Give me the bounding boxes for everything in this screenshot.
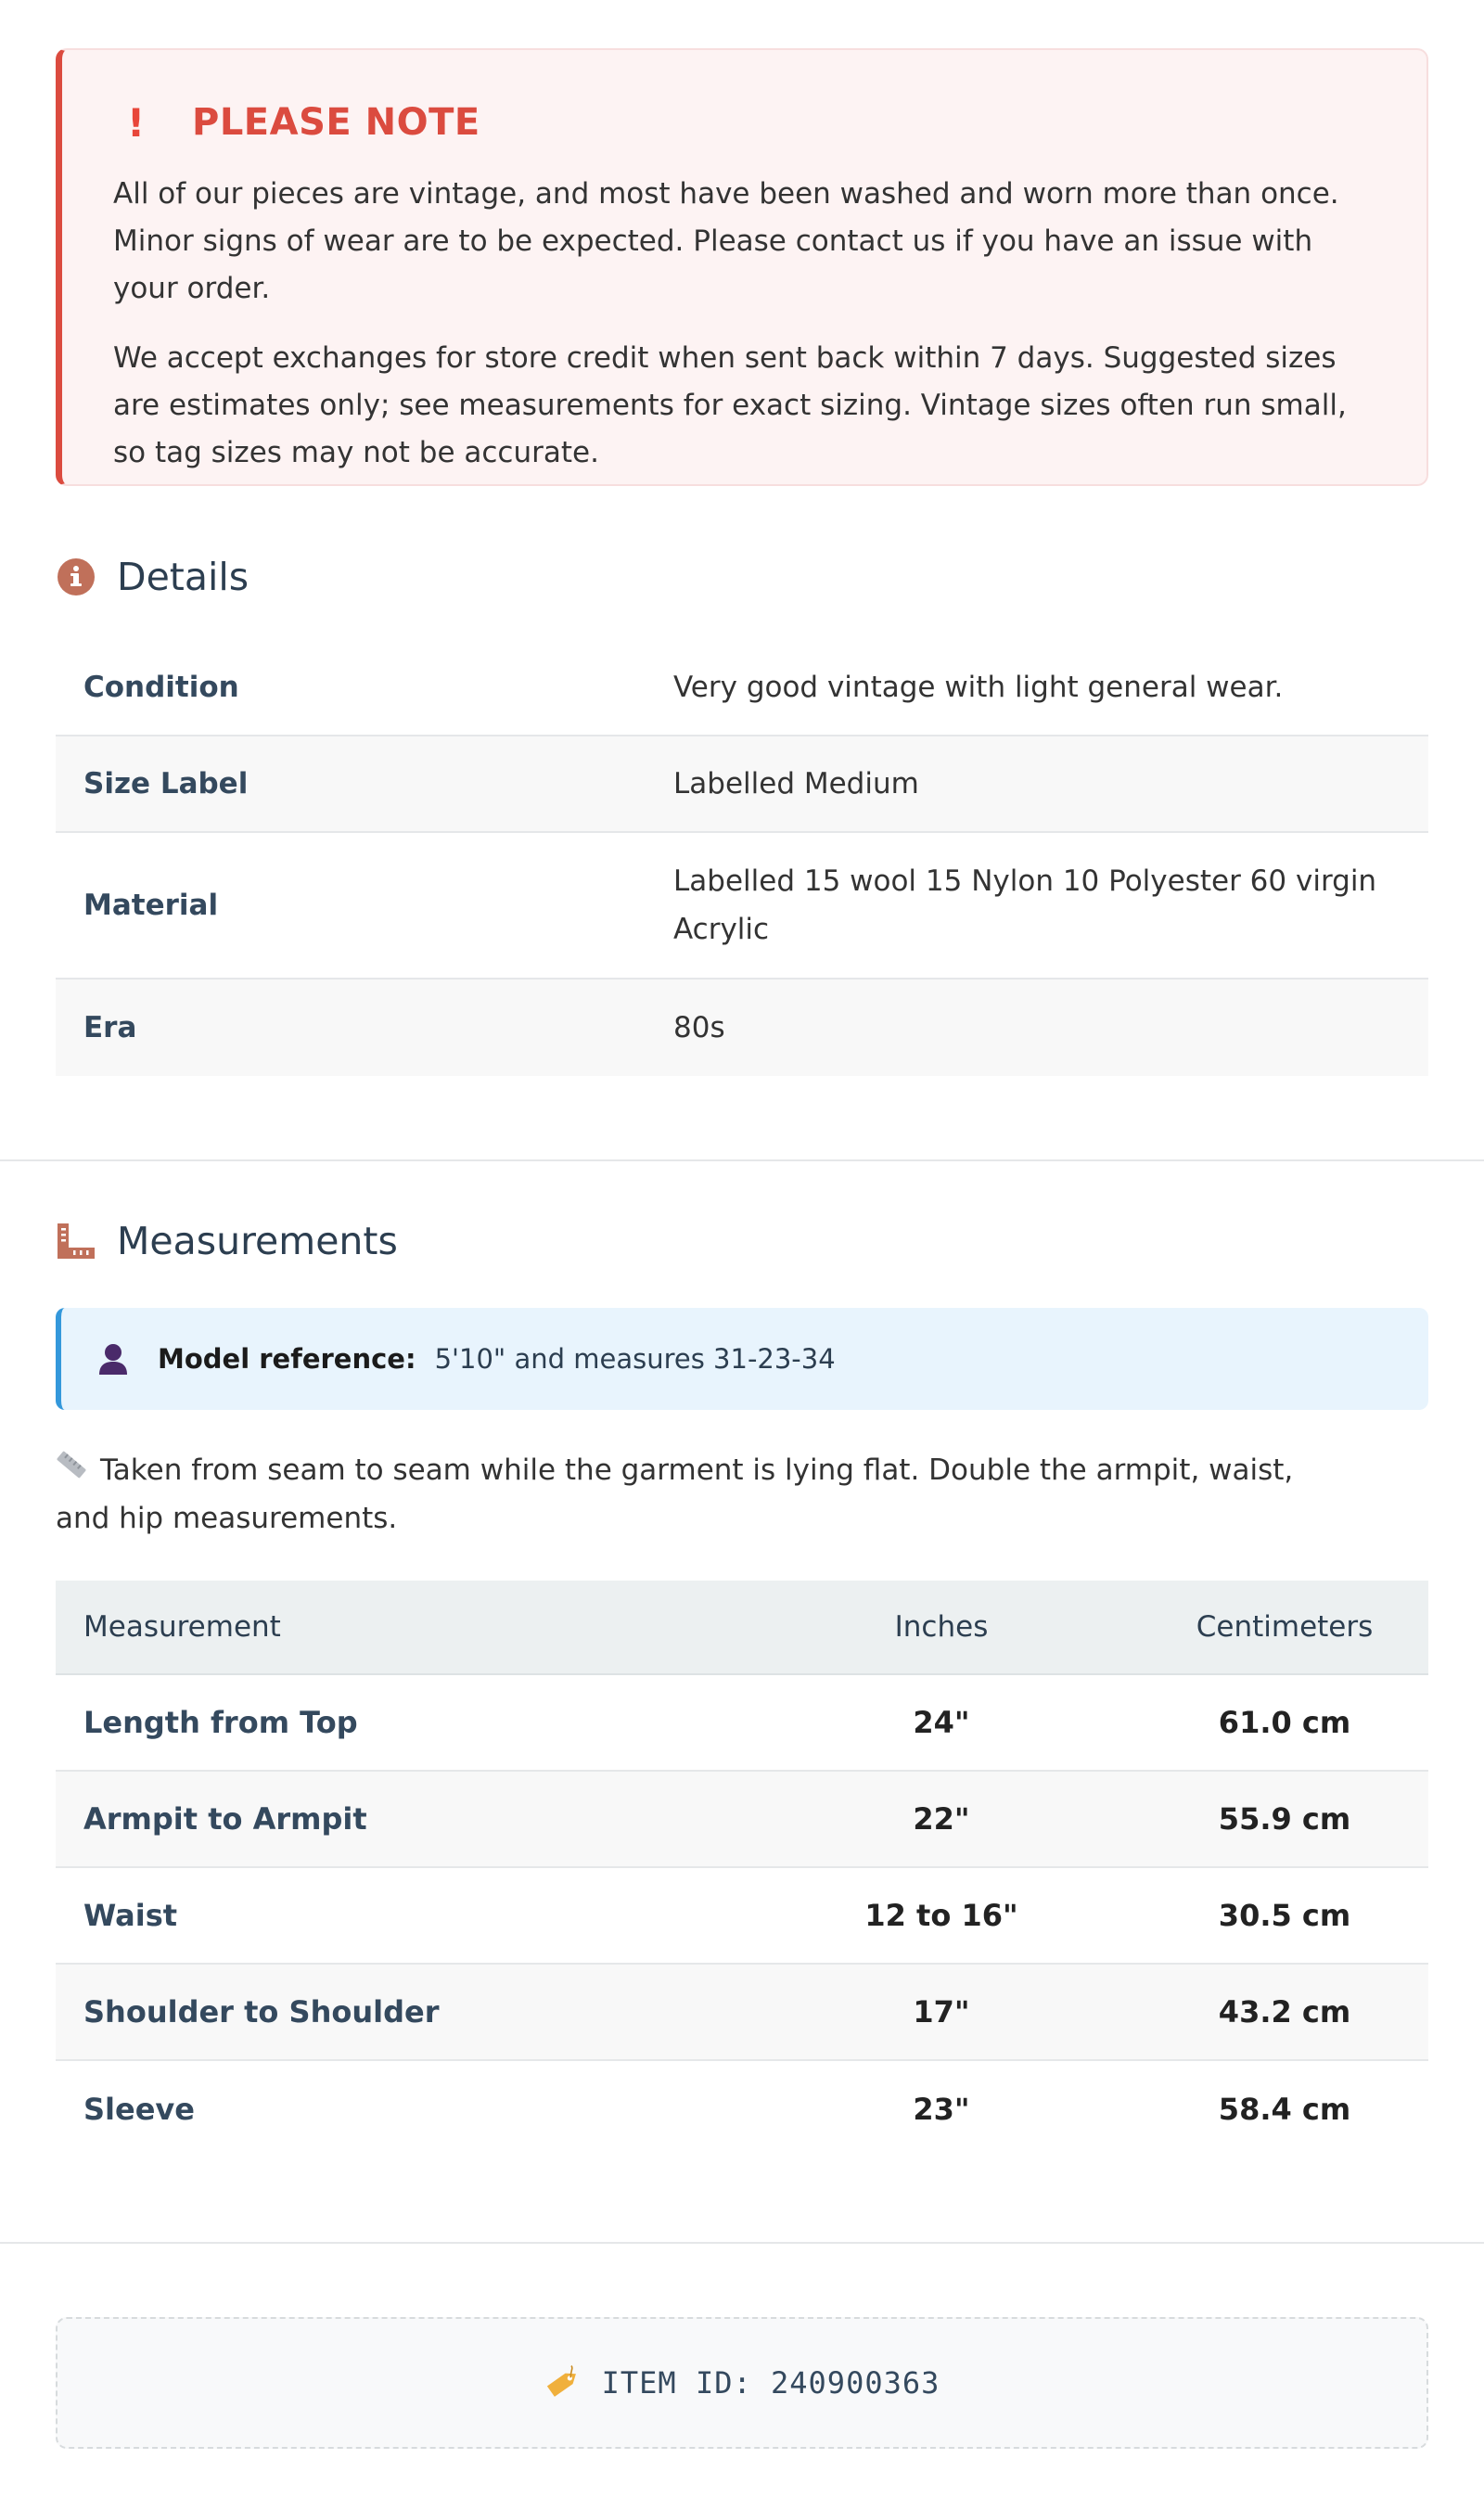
measurement-name: Waist — [83, 1898, 178, 1933]
table-row — [56, 1772, 1428, 1868]
table-header-row — [56, 1581, 1428, 1675]
measurement-cm: 61.0 cm — [1218, 1705, 1351, 1740]
column-header: Measurement — [83, 1610, 281, 1644]
model-reference-box — [56, 1308, 1428, 1410]
measurement-inches: 24" — [913, 1705, 970, 1740]
details-table — [56, 640, 1428, 1076]
details-header — [56, 549, 249, 605]
exclamation-icon: ! — [127, 99, 146, 146]
column-header: Centimeters — [1196, 1610, 1374, 1644]
table-row — [56, 2061, 1428, 2158]
note-header — [113, 95, 1380, 150]
measurement-name: Armpit to Armpit — [83, 1801, 367, 1837]
model-reference-label: Model reference: — [158, 1343, 416, 1375]
details-title: Details — [117, 555, 249, 599]
measurement-instructions — [56, 1447, 1354, 1543]
measurement-inches: 22" — [913, 1801, 970, 1837]
section-divider — [0, 1159, 1484, 1161]
item-id-label: ITEM ID: 240900363 — [601, 2365, 940, 2401]
details-row — [56, 736, 1428, 833]
measurement-name: Shoulder to Shoulder — [83, 1994, 440, 2030]
measurement-name: Length from Top — [83, 1705, 358, 1740]
ruler-icon — [56, 1448, 87, 1495]
section-divider — [0, 2242, 1484, 2244]
details-row — [56, 833, 1428, 980]
note-title: PLEASE NOTE — [192, 101, 480, 144]
measurement-cm: 30.5 cm — [1218, 1898, 1351, 1933]
instructions-text: Taken from seam to seam while the garment is lying flat. Double the armpit, waist, and hip measurements. — [56, 1453, 1294, 1535]
details-value: 80s — [673, 1011, 725, 1044]
tag-icon — [544, 2364, 582, 2401]
measurement-cm: 58.4 cm — [1218, 2092, 1351, 2127]
details-label: Condition — [83, 671, 239, 704]
details-row — [56, 980, 1428, 1076]
table-row — [56, 1675, 1428, 1772]
details-value: Labelled Medium — [673, 767, 919, 800]
measurements-title: Measurements — [117, 1219, 398, 1263]
details-value: Very good vintage with light general wear. — [673, 671, 1284, 704]
item-id-box — [56, 2317, 1428, 2449]
details-label: Era — [83, 1011, 137, 1044]
note-paragraph-2: We accept exchanges for store credit when sent back within 7 days. Suggested sizes are estimates only; see measurements for exact sizing. Vintage sizes often run small, so tag sizes may not be accurate. — [113, 341, 1347, 469]
column-header: Inches — [894, 1610, 989, 1644]
user-icon — [96, 1342, 130, 1376]
measurement-inches: 12 to 16" — [864, 1898, 1018, 1933]
measurement-cm: 55.9 cm — [1218, 1801, 1351, 1837]
table-row — [56, 1965, 1428, 2061]
measurements-header — [56, 1213, 398, 1269]
measurement-inches: 23" — [913, 2092, 970, 2127]
info-circle-icon — [56, 557, 96, 597]
details-value: Labelled 15 wool 15 Nylon 10 Polyester 60 virgin Acrylic — [673, 864, 1377, 946]
measurement-cm: 43.2 cm — [1218, 1994, 1351, 2030]
ruler-combined-icon — [56, 1221, 96, 1261]
model-reference-value: 5'10" and measures 31-23-34 — [434, 1343, 836, 1375]
measurements-table — [56, 1581, 1428, 2158]
measurement-name: Sleeve — [83, 2092, 195, 2127]
details-row — [56, 640, 1428, 736]
please-note-box — [56, 48, 1428, 486]
details-label: Material — [83, 889, 219, 922]
note-paragraph-1: All of our pieces are vintage, and most have been washed and worn more than once. Minor signs of wear are to be expected. Please contact us if you have an issue with your order. — [113, 177, 1339, 305]
measurement-inches: 17" — [913, 1994, 970, 2030]
details-label: Size Label — [83, 767, 249, 800]
table-row — [56, 1868, 1428, 1965]
